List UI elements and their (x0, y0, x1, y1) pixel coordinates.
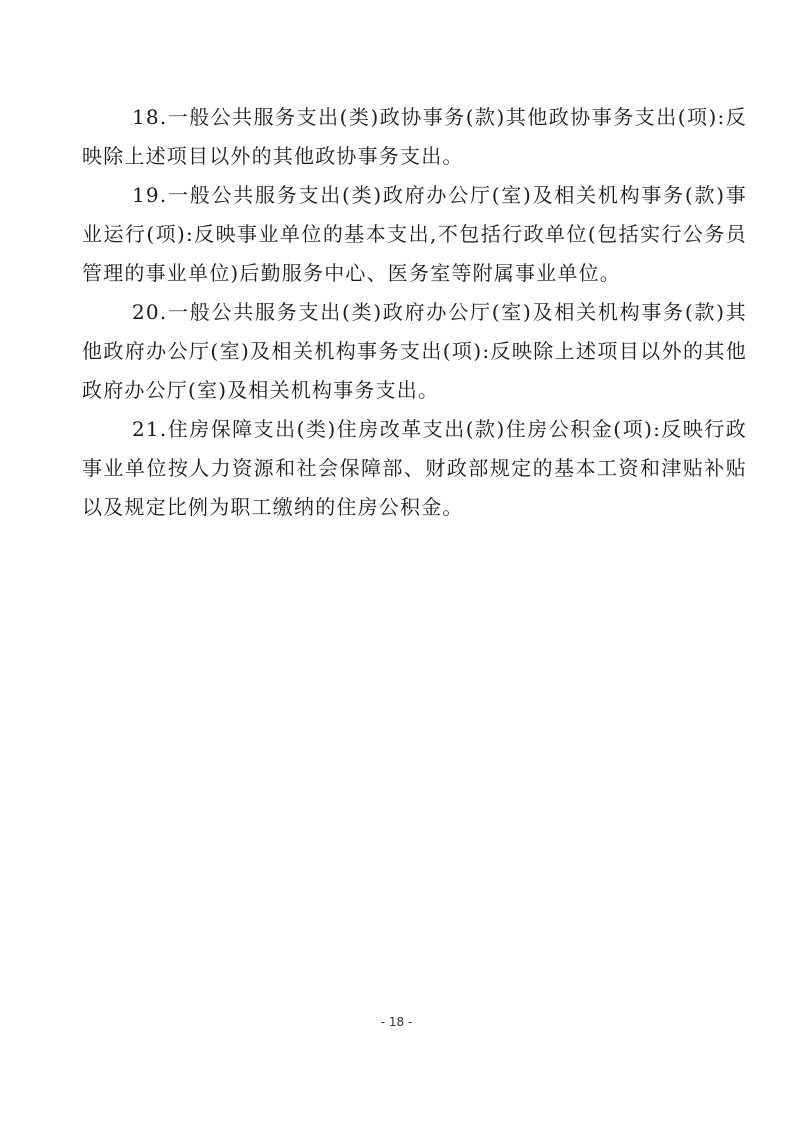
document-body (82, 98, 747, 527)
paragraph-21: 21.住房保障支出(类)住房改革支出(款)住房公积金(项):反映行政事业单位按人力资源和社会保障部、财政部规定的基本工资和津贴补贴以及规定比例为职工缴纳的住房公积金。 (82, 417, 747, 519)
page-number: - 18 - (380, 1015, 413, 1029)
paragraph-19: 19.一般公共服务支出(类)政府办公厅(室)及相关机构事务(款)事业运行(项):反映事业单位的基本支出,不包括行政单位(包括实行公务员管理的事业单位)后勤服务中心、医务室等附属事业单位。 (82, 183, 747, 285)
paragraph-20: 20.一般公共服务支出(类)政府办公厅(室)及相关机构事务(款)其他政府办公厅(室)及相关机构事务支出(项):反映除上述项目以外的其他政府办公厅(室)及相关机构事务支出。 (82, 300, 747, 402)
paragraph-18: 18.一般公共服务支出(类)政协事务(款)其他政协事务支出(项):反映除上述项目以外的其他政协事务支出。 (82, 105, 747, 168)
